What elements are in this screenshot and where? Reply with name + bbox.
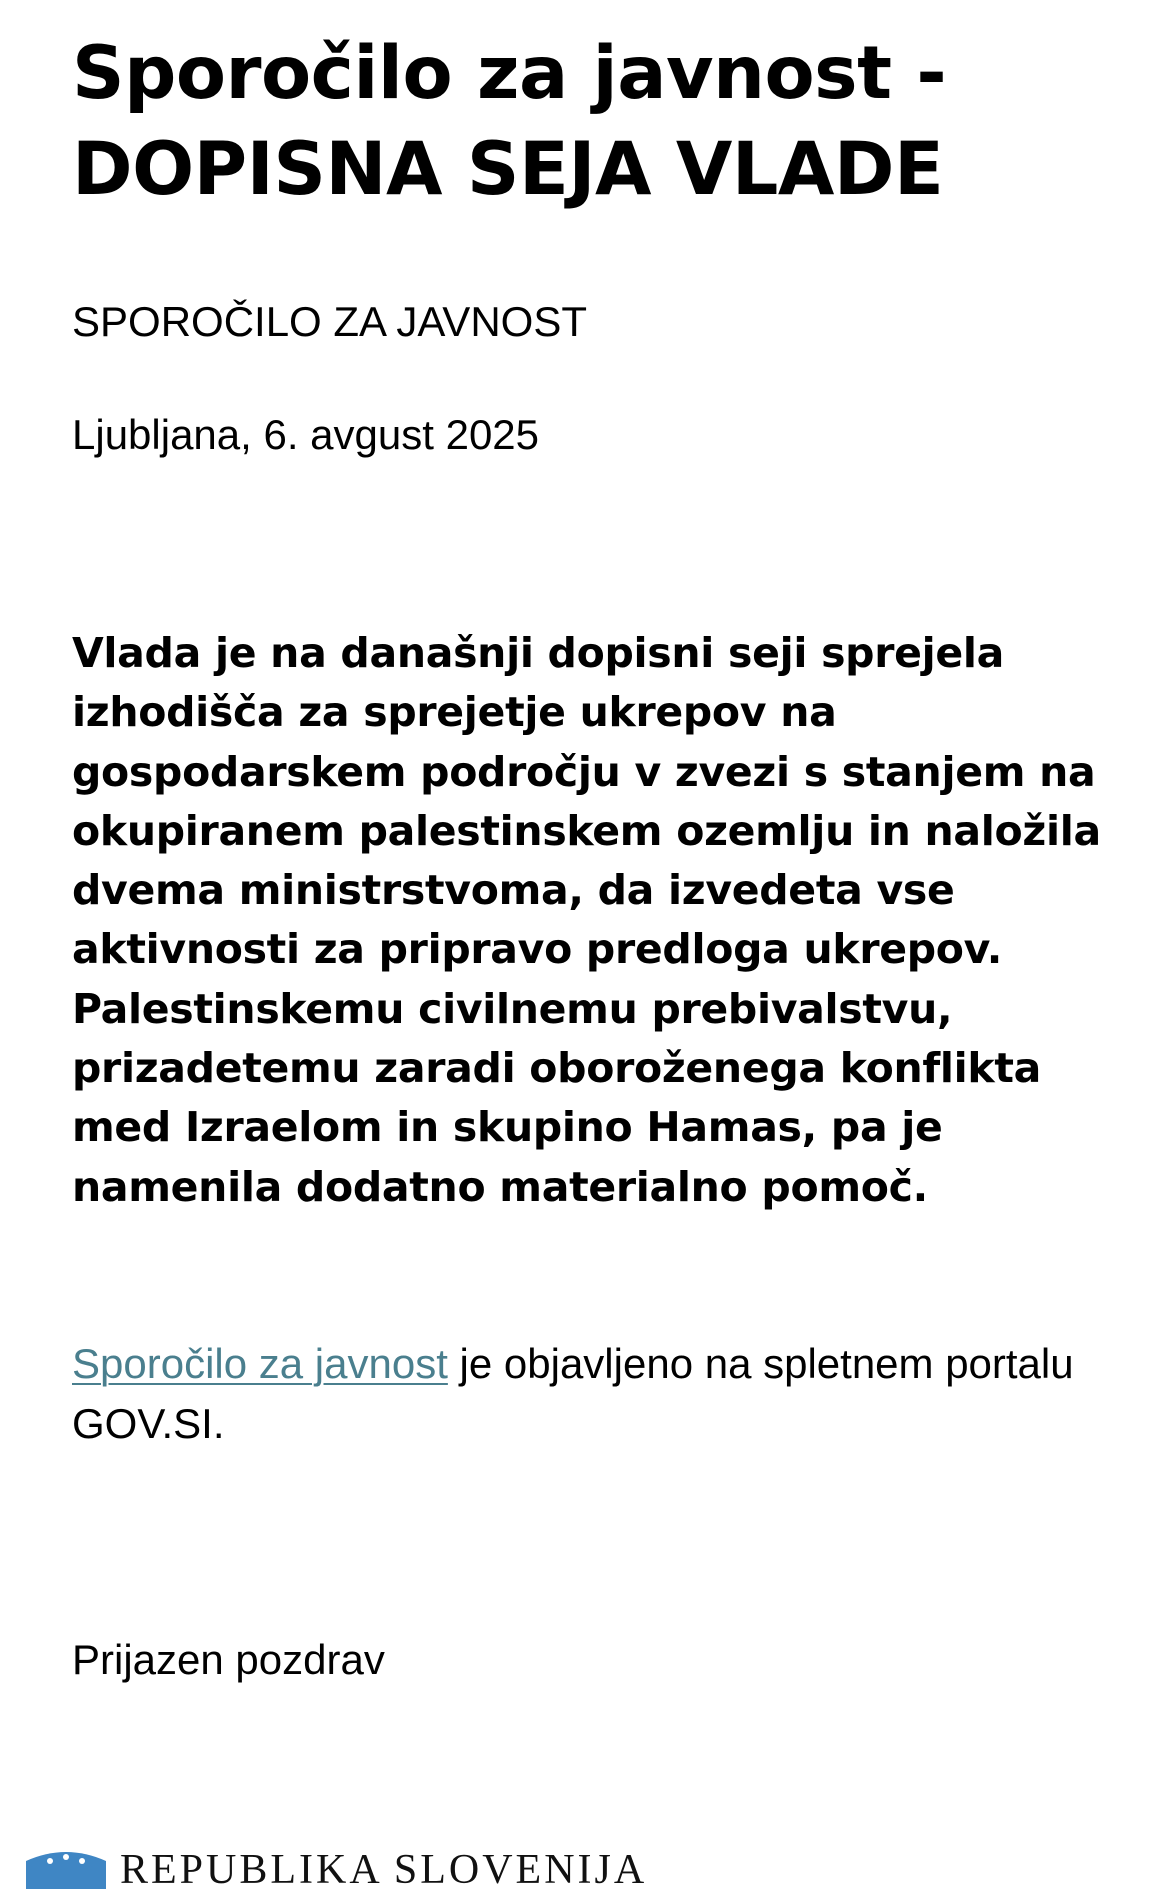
release-date: Ljubljana, 6. avgust 2025 bbox=[72, 411, 540, 458]
page-title bbox=[72, 26, 946, 218]
org-name: REPUBLIKA SLOVENIJA bbox=[120, 1847, 648, 1893]
title-line-2: DOPISNA SEJA VLADE bbox=[72, 127, 944, 212]
release-body: Vlada je na današnji dopisni seji sprejela izhodišča za sprejetje ukrepov na gospodarskem področju v zvezi s stanjem na okupiranem palestinskem ozemlju in naložila dvema ministrstvoma, da izvedeta vse aktivnosti za pripravo predloga ukrepov. Palestinskemu civilnemu prebivalstvu, prizadetemu zaradi oboroženega konflikta med Izraelom in skupino Hamas, pa je namenila dodatno materialno pomoč. bbox=[72, 629, 1101, 1211]
footer-logo bbox=[20, 1845, 648, 1893]
slovenia-coat-of-arms-icon bbox=[20, 1849, 112, 1889]
published-note bbox=[72, 1334, 1112, 1454]
greeting: Prijazen pozdrav bbox=[72, 1636, 385, 1683]
title-line-1: Sporočilo za javnost - bbox=[72, 31, 947, 116]
published-note-text: je objavljeno na spletnem portalu GOV.SI. bbox=[72, 1340, 1074, 1447]
release-label: SPOROČILO ZA JAVNOST bbox=[72, 298, 587, 345]
press-release-link[interactable]: Sporočilo za javnost bbox=[72, 1340, 448, 1387]
